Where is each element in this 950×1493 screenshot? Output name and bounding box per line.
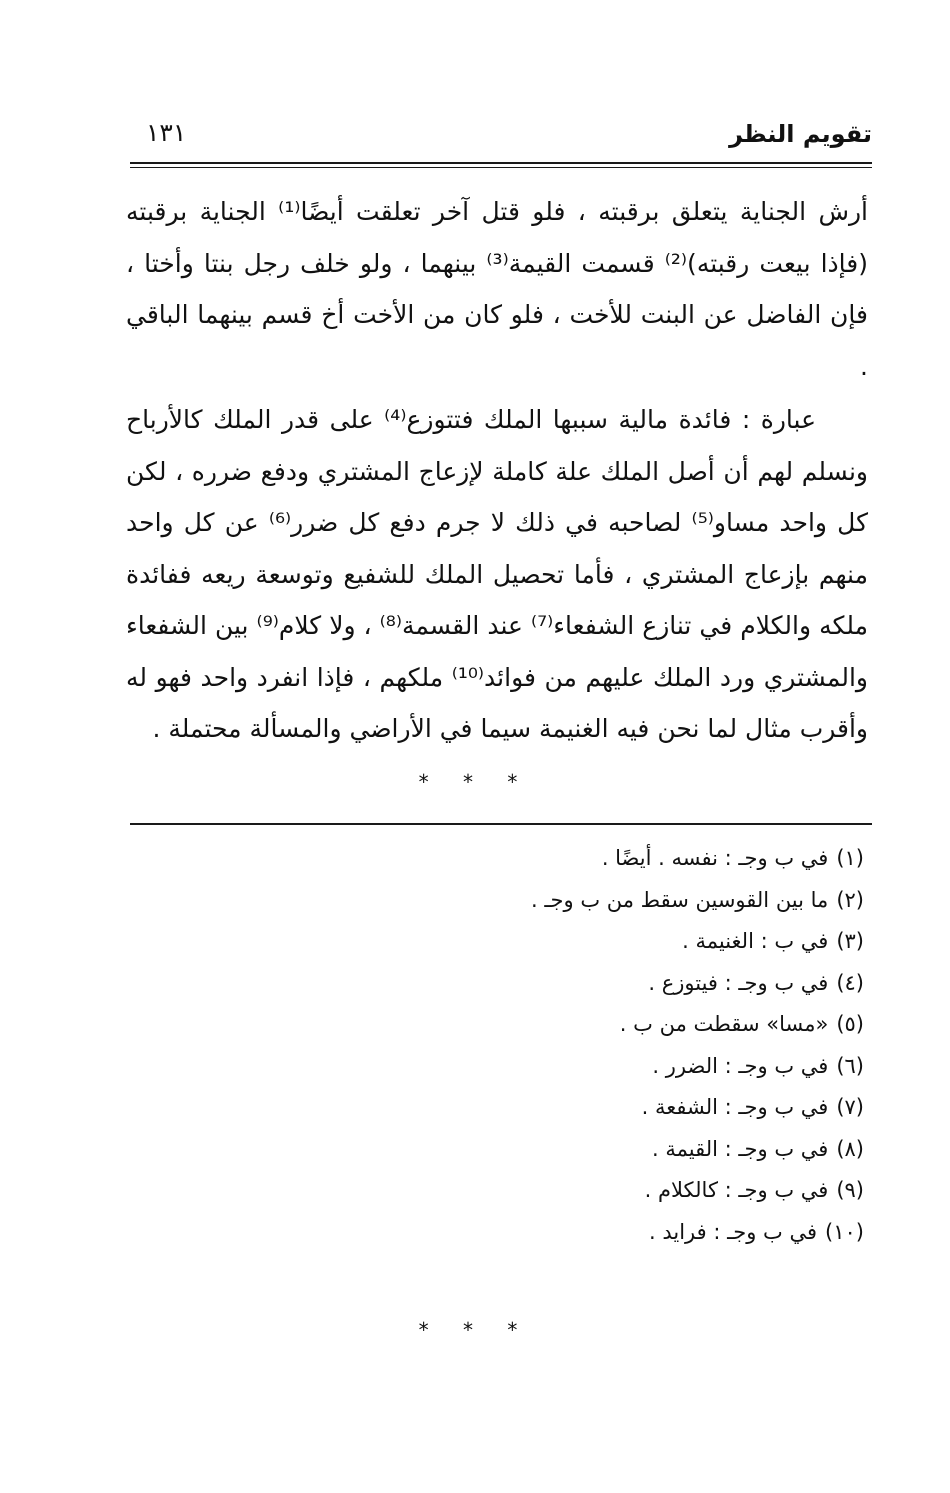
footnote-number: (٨) [836, 1136, 864, 1161]
header-title: تقويم النظر [729, 120, 872, 148]
footnote-item [264, 1046, 864, 1088]
footnote-number: (١٠) [825, 1219, 864, 1244]
footnotes-list [264, 838, 864, 1253]
footnote-text: «مسا» سقطت من ب . [619, 1012, 829, 1036]
footnote-number: (٦) [836, 1053, 864, 1078]
footnote-text: في ب : الغنيمة . [682, 929, 829, 953]
section-separator: * * * [418, 770, 532, 794]
footnote-text: ما بين القوسين سقط من ب وجـ . [531, 887, 829, 912]
footnote-number: (٢) [836, 887, 864, 912]
footnote-item [264, 1170, 864, 1212]
footnote-item [264, 963, 864, 1005]
footnote-text: في ب وجـ : القيمة . [652, 1136, 829, 1161]
footnote-item [264, 1212, 864, 1254]
footnote-text: في ب وجـ : الضرر . [652, 1053, 829, 1078]
footnote-number: (٤) [836, 970, 864, 995]
end-separator: * * * [418, 1318, 532, 1342]
footnote-text: في ب وجـ : نفسه . أيضًا . [601, 846, 829, 870]
footnote-number: (٩) [836, 1178, 864, 1202]
footnote-rule [130, 823, 872, 825]
running-header [130, 118, 872, 158]
footnote-text: في ب وجـ : كالكلام . [644, 1178, 829, 1202]
paragraph-1: أرش الجناية يتعلق برقبته ، فلو قتل آخر تعلقت أيضًا⁽¹⁾ الجناية برقبته (فإذا بيعت رقبته)⁽²⁾ قسمت القيمة⁽³⁾ بينهما ، ولو خلف رجل بنتا وأختا ، فإن الفاضل عن البنت للأخت ، فلو كان من الأخت أخ قسم بينهما الباقي . [126, 197, 869, 381]
footnote-item [264, 921, 864, 963]
paragraph-2: عبارة : فائدة مالية سببها الملك فتتوزع⁽⁴⁾ على قدر الملك كالأرباح ونسلم لهم أن أصل الملك علة كاملة لإزعاج المشتري ودفع ضرره ، لكن كل واحد مساو⁽⁵⁾ لصاحبه في ذلك لا جرم دفع كل ضرر⁽⁶⁾ عن كل واحد منهم بإزعاج المشتري ، فأما تحصيل الملك للشفيع وتوسعة ريعه ففائدة ملكه والكلام في تنازع الشفعاء⁽⁷⁾ عند القسمة⁽⁸⁾ ، ولا كلام⁽⁹⁾ بين الشفعاء والمشتري ورد الملك عليهم من فوائد⁽¹⁰⁾ ملكهم ، فإذا انفرد واحد فهو له وأقرب مثال لما نحن فيه الغنيمة سيما في الأراضي والمسألة محتملة . [126, 405, 868, 743]
header-rule [130, 162, 872, 168]
footnote-item [264, 1087, 864, 1129]
footnote-number: (٣) [836, 929, 864, 953]
footnote-item [264, 838, 864, 880]
main-text [126, 186, 868, 755]
footnote-text: في ب وجـ : الشفعة . [641, 1095, 829, 1119]
page-number: ١٣١ [146, 118, 187, 147]
footnote-text: في ب وجـ : فرايد . [648, 1219, 818, 1244]
footnote-number: (٧) [836, 1095, 864, 1119]
footnote-number: (٥) [836, 1012, 864, 1036]
footnote-number: (١) [836, 846, 864, 870]
footnote-item [264, 1004, 864, 1046]
footnote-text: في ب وجـ : فيتوزع . [648, 970, 829, 995]
footnote-item [264, 880, 864, 922]
footnote-item [264, 1129, 864, 1171]
